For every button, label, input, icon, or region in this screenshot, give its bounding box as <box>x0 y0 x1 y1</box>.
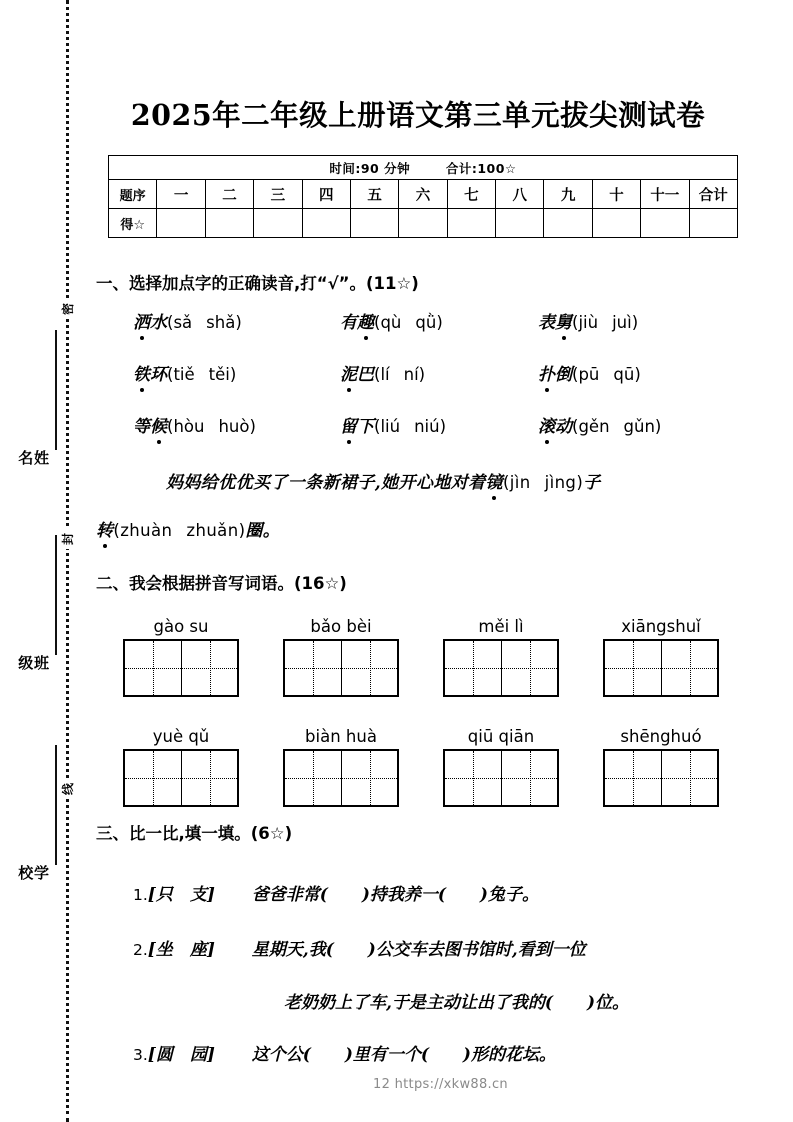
tianzige-cell[interactable] <box>125 751 181 805</box>
choice-item-sashui[interactable]: 洒水(sǎ shǎ) <box>133 308 242 333</box>
tianzige-cell[interactable] <box>661 641 717 695</box>
word-block-meili <box>443 617 559 697</box>
dotted-char-pu: 扑 <box>538 360 555 385</box>
tianzige-cell[interactable] <box>661 751 717 805</box>
choice-item-liuxia[interactable]: 留下(liú niú) <box>340 412 446 437</box>
compare-sentence-2-line-2[interactable]: 老奶奶上了车,于是主动让出了我的( )位。 <box>284 993 630 1013</box>
tianzige-cell[interactable] <box>181 751 237 805</box>
exam-total-points: 合计:100☆ <box>445 160 517 176</box>
choice-item-gundong[interactable]: 滚动(gěn gǔn) <box>538 412 661 437</box>
compare-item-2[interactable] <box>133 935 586 960</box>
choice-item-pudao[interactable]: 扑倒(pū qū) <box>538 360 641 385</box>
word-block-bianhua <box>283 727 399 807</box>
char-deng: 等 <box>133 417 150 437</box>
pinyin-option-a-5[interactable]: lí <box>380 365 390 384</box>
tianzige-cell[interactable] <box>445 641 501 695</box>
dotted-char-zhuan: 转 <box>96 516 113 541</box>
tianzige-xiangshui[interactable] <box>603 639 719 697</box>
score-cell-9[interactable] <box>544 209 592 238</box>
seal-char-xian: 线 <box>59 779 77 799</box>
pinyin-option-a-6[interactable]: pū <box>578 365 600 384</box>
score-col-6: 六 <box>399 180 447 209</box>
sealed-margin <box>0 0 88 1122</box>
score-cell-4[interactable] <box>302 209 350 238</box>
field-label-school: 学校 <box>16 865 50 882</box>
word-pinyin-bianhua: biàn huà <box>305 727 377 746</box>
seal-char-mi: 密 <box>59 299 77 319</box>
section-heading-3: 三、比一比,填一填。(6☆) <box>96 824 293 843</box>
pinyin-option-a-1[interactable]: sǎ <box>173 313 193 332</box>
pinyin-option-a-3[interactable]: jiù <box>578 313 599 332</box>
score-col-9: 九 <box>544 180 592 209</box>
word-block-gaosu <box>123 617 239 697</box>
seal-dotted-line <box>66 0 69 1122</box>
word-pinyin-shenghuo: shēnghuó <box>620 727 702 746</box>
word-pinyin-xiangshui: xiāngshuǐ <box>621 617 701 636</box>
choice-row-1 <box>88 308 793 352</box>
pinyin-option-a-2[interactable]: qù <box>380 313 402 332</box>
tianzige-baobei[interactable] <box>283 639 399 697</box>
dotted-char-ni: 泥 <box>340 360 357 385</box>
pinyin-option-b-11[interactable]: zhuǎn <box>186 521 239 540</box>
choice-item-niba[interactable]: 泥巴(lí ní) <box>340 360 425 385</box>
score-col-4: 四 <box>302 180 350 209</box>
pinyin-option-b-1[interactable]: shǎ <box>206 313 236 332</box>
dotted-char-tie: 铁 <box>133 360 150 385</box>
score-col-1: 一 <box>157 180 205 209</box>
field-label-name: 姓名 <box>16 450 50 467</box>
compare-sentence-2-line-1[interactable]: 星期天,我( )公交车去图书馆时,看到一位 <box>251 940 586 960</box>
score-cell-5[interactable] <box>350 209 398 238</box>
pinyin-option-b-7[interactable]: huò <box>218 417 250 436</box>
tianzige-cell[interactable] <box>445 751 501 805</box>
word-block-shenghuo <box>603 727 719 807</box>
compare-item-2-continued[interactable] <box>284 988 629 1013</box>
dotted-char-jiu: 舅 <box>555 308 572 333</box>
section-heading-2: 二、我会根据拼音写词语。(16☆) <box>96 574 347 593</box>
word-pinyin-meili: měi lì <box>478 617 524 636</box>
score-cell-6[interactable] <box>399 209 447 238</box>
field-rule-school <box>55 745 57 865</box>
pinyin-option-a-11[interactable]: zhuàn <box>120 521 173 540</box>
choice-item-denghou[interactable]: 等候(hòu huò) <box>133 412 256 437</box>
sentence-text-post: 子 <box>583 473 601 493</box>
compare-item-number-1: 1. <box>133 886 148 904</box>
row-header-question-index: 题序 <box>109 180 157 209</box>
char-ba: 巴 <box>357 365 374 385</box>
word-block-qiuqian <box>443 727 559 807</box>
row-header-score: 得☆ <box>109 209 157 238</box>
tianzige-shenghuo[interactable] <box>603 749 719 807</box>
score-col-7: 七 <box>447 180 495 209</box>
choice-item-youqu[interactable]: 有趣(qù qǜ) <box>340 308 443 333</box>
char-xia: 下 <box>357 417 374 437</box>
pinyin-option-a-8[interactable]: liú <box>380 417 401 436</box>
word-pinyin-gaosu: gào su <box>153 617 209 636</box>
word-block-xiangshui <box>603 617 719 697</box>
sentence-line-1[interactable]: 妈妈给优优买了一条新裙子,她开心地对着镜(jìn jìng)子 <box>166 468 601 493</box>
tianzige-cell[interactable] <box>605 641 661 695</box>
exam-sheet <box>88 0 793 1122</box>
tianzige-bianhua[interactable] <box>283 749 399 807</box>
dotted-char-sa: 洒 <box>133 308 150 333</box>
score-col-8: 八 <box>496 180 544 209</box>
word-pinyin-baobei: bǎo bèi <box>310 617 372 636</box>
score-col-11: 十一 <box>641 180 689 209</box>
pinyin-option-b-5[interactable]: ní <box>403 365 419 384</box>
char-dao: 倒 <box>555 365 572 385</box>
pinyin-option-b-6[interactable]: qū <box>613 365 635 384</box>
score-col-total: 合计 <box>689 180 738 209</box>
char-huan: 环 <box>150 365 167 385</box>
pinyin-option-b-4[interactable]: těi <box>208 365 230 384</box>
field-rule-name <box>55 330 57 450</box>
pinyin-option-a-7[interactable]: hòu <box>173 417 205 436</box>
compare-bracket-2: [坐 座] <box>147 940 215 960</box>
score-table <box>108 155 738 238</box>
word-block-yuequ <box>123 727 239 807</box>
score-cell-1[interactable] <box>157 209 205 238</box>
tianzige-cell[interactable] <box>285 751 341 805</box>
char-shui: 水 <box>150 313 167 333</box>
page-title: 2025年二年级上册语文第三单元拔尖测试卷 <box>130 98 706 132</box>
tianzige-cell[interactable] <box>341 641 397 695</box>
pinyin-option-b-2[interactable]: qǜ <box>415 313 437 332</box>
score-col-10: 十 <box>592 180 640 209</box>
tianzige-gaosu[interactable] <box>123 639 239 697</box>
sentence-line-2[interactable]: 转(zhuàn zhuǎn)圈。 <box>96 516 280 541</box>
tianzige-meili[interactable] <box>443 639 559 697</box>
pinyin-option-a-4[interactable]: tiě <box>173 365 195 384</box>
tianzige-cell[interactable] <box>605 751 661 805</box>
char-you: 有 <box>340 313 357 333</box>
pinyin-option-b-8[interactable]: niú <box>414 417 440 436</box>
pinyin-option-a-10[interactable]: jìn <box>509 473 531 492</box>
tianzige-cell[interactable] <box>341 751 397 805</box>
word-pinyin-yuequ: yuè qǔ <box>152 727 210 746</box>
score-cell-3[interactable] <box>254 209 302 238</box>
score-col-5: 五 <box>350 180 398 209</box>
tianzige-cell[interactable] <box>181 641 237 695</box>
compare-sentence-3[interactable]: 这个公( )里有一个( )形的花坛。 <box>251 1045 556 1065</box>
compare-item-number-2: 2. <box>133 941 148 959</box>
compare-sentence-1[interactable]: 爸爸非常( )持我养一( )兔子。 <box>251 885 539 905</box>
score-table-meta-cell <box>109 156 738 180</box>
compare-item-number-3: 3. <box>133 1046 148 1064</box>
pinyin-option-b-9[interactable]: gǔn <box>623 417 655 436</box>
choice-row-2 <box>88 360 793 404</box>
compare-bracket-3: [圆 园] <box>147 1045 215 1065</box>
dotted-char-hou: 候 <box>150 412 167 437</box>
choice-row-3 <box>88 412 793 456</box>
sentence-text-post-2: 圈。 <box>245 521 281 541</box>
pinyin-option-b-3[interactable]: juì <box>612 313 632 332</box>
footer-watermark: 12 https://xkw88.cn <box>373 1077 508 1092</box>
table-row-question-index <box>109 180 738 209</box>
char-biao: 表 <box>538 313 555 333</box>
tianzige-cell[interactable] <box>501 751 557 805</box>
char-dong: 动 <box>555 417 572 437</box>
tianzige-cell[interactable] <box>501 641 557 695</box>
score-cell-7[interactable] <box>447 209 495 238</box>
compare-item-1[interactable] <box>133 880 539 905</box>
table-row-score <box>109 209 738 238</box>
compare-bracket-1: [只 支] <box>147 885 215 905</box>
score-cell-2[interactable] <box>205 209 253 238</box>
sentence-text-pre: 妈妈给优优买了一条新裙子,她开心地对着 <box>166 473 486 493</box>
tianzige-yuequ[interactable] <box>123 749 239 807</box>
dotted-char-liu: 留 <box>340 412 357 437</box>
tianzige-qiuqian[interactable] <box>443 749 559 807</box>
score-cell-8[interactable] <box>496 209 544 238</box>
score-cell-10[interactable] <box>592 209 640 238</box>
score-col-3: 三 <box>254 180 302 209</box>
seal-char-feng: 封 <box>59 529 77 549</box>
compare-item-3[interactable] <box>133 1040 556 1065</box>
score-table-meta-row <box>109 156 738 180</box>
field-rule-class <box>55 535 57 655</box>
pinyin-option-a-9[interactable]: gěn <box>578 417 610 436</box>
field-label-class: 班级 <box>16 655 50 672</box>
choice-item-tiehuan[interactable]: 铁环(tiě těi) <box>133 360 236 385</box>
score-cell-11[interactable] <box>641 209 689 238</box>
word-block-baobei <box>283 617 399 697</box>
score-col-2: 二 <box>205 180 253 209</box>
exam-duration: 时间:90 分钟 <box>329 160 411 176</box>
score-cell-total[interactable] <box>689 209 738 238</box>
dotted-char-jing: 镜 <box>486 468 503 493</box>
choice-item-biaojiu[interactable]: 表舅(jiù juì) <box>538 308 638 333</box>
dotted-char-gun: 滚 <box>538 412 555 437</box>
section-heading-1: 一、选择加点字的正确读音,打“√”。(11☆) <box>96 274 419 293</box>
dotted-char-qu: 趣 <box>357 308 374 333</box>
tianzige-cell[interactable] <box>125 641 181 695</box>
pinyin-option-b-10[interactable]: jìng <box>544 473 577 492</box>
tianzige-cell[interactable] <box>285 641 341 695</box>
word-pinyin-qiuqian: qiū qiān <box>467 727 535 746</box>
